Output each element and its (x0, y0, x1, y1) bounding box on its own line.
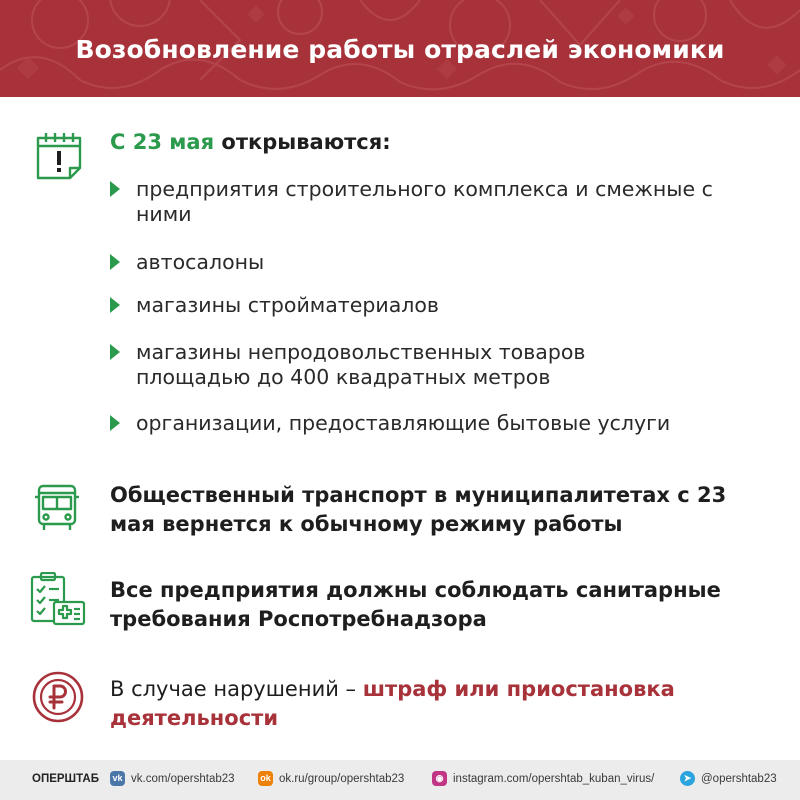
footer-link-telegram[interactable]: @opershtab23 (701, 773, 777, 785)
list-item (110, 250, 750, 275)
bullet-arrow-icon (110, 297, 120, 313)
transport-notice: Общественный транспорт в муниципалитетах с 23 мая вернется к обычному режиму работы (110, 483, 727, 536)
list-item (110, 340, 670, 390)
ruble-coin-icon (32, 671, 84, 723)
penalty-notice (110, 675, 770, 733)
footer-brand: ОПЕРШТАБ (32, 773, 99, 785)
vk-icon: vk (110, 771, 125, 786)
opening-heading (110, 130, 391, 154)
bullet-arrow-icon (110, 344, 120, 360)
ok-icon: ok (258, 771, 273, 786)
medical-checklist-icon (28, 572, 86, 628)
calendar-icon (34, 130, 84, 182)
footer-link-vk[interactable]: vk.com/opershtab23 (131, 773, 235, 785)
list-item (110, 293, 750, 318)
header-banner (0, 0, 800, 97)
sanitary-notice: Все предприятия должны соблюдать санитарные требования Роспотребнадзора (110, 578, 721, 631)
list-item-text: организации, предоставляющие бытовые услуги (136, 411, 671, 435)
list-item (110, 177, 750, 227)
penalty-highlight: штраф или приостановка деятельности (110, 677, 675, 730)
list-item-text: магазины стройматериалов (136, 293, 439, 317)
opening-date: С 23 мая (110, 130, 215, 154)
telegram-icon: ➤ (680, 771, 695, 786)
list-item-text: магазины непродовольственных товаров площадью до 400 квадратных метров (136, 340, 586, 389)
bullet-arrow-icon (110, 415, 120, 431)
list-item (110, 411, 750, 436)
bullet-arrow-icon (110, 254, 120, 270)
opening-verb: открываются: (214, 130, 391, 154)
page-title: Возобновление работы отраслей экономики (75, 35, 725, 64)
footer-bar (0, 760, 800, 800)
instagram-icon: ◉ (432, 771, 447, 786)
penalty-prefix: В случае нарушений – (110, 677, 363, 701)
list-item-text: предприятия строительного комплекса и смежные с ними (136, 177, 713, 226)
footer-link-instagram[interactable]: instagram.com/opershtab_kuban_virus/ (453, 773, 655, 785)
footer-link-ok[interactable]: ok.ru/group/opershtab23 (279, 773, 405, 785)
bus-icon (34, 483, 80, 533)
bullet-arrow-icon (110, 181, 120, 197)
list-item-text: автосалоны (136, 250, 265, 274)
